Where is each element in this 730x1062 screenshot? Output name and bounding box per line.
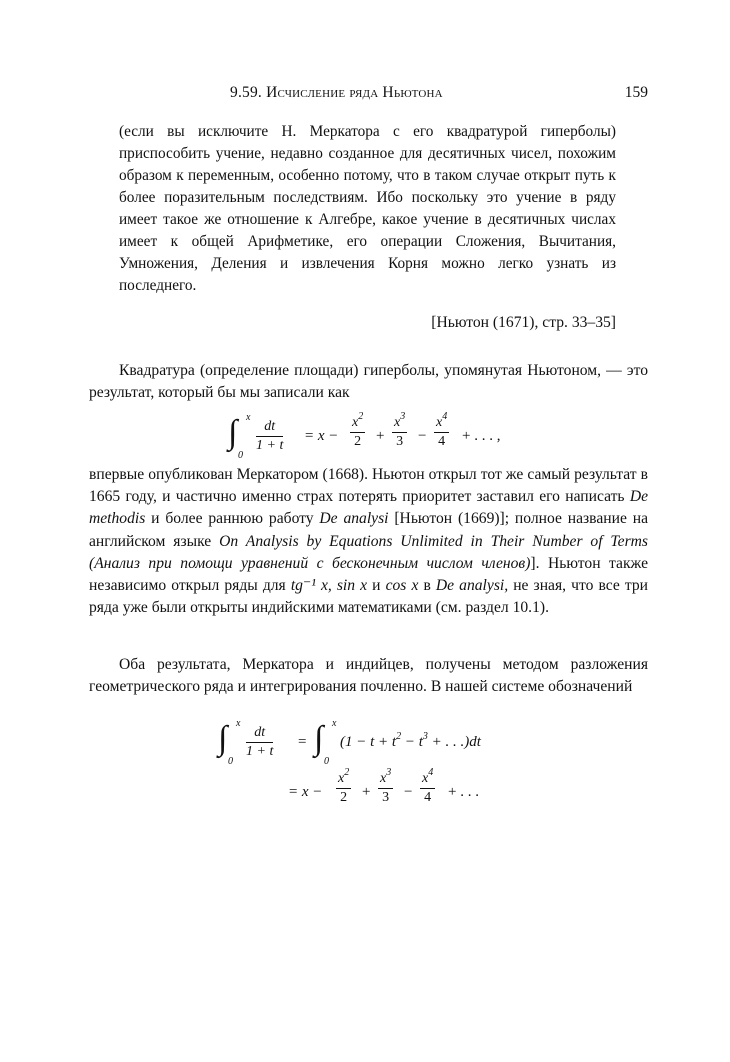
fraction-x2: $\frac{x^2}{2}$ [352,411,364,449]
fraction-x4: $\frac{x^4}{4}$ [436,411,448,449]
page-number: 159 [624,84,648,101]
quote-citation: [Ньютон (1671), стр. 33–35] [431,314,616,331]
integral-sign: ∫ [228,414,238,451]
paragraph-quadrature: Квадратура (определение площади) гиперболы, упомянутая Ньютоном, — это результат, который бы мы записали как [89,362,648,402]
fraction-x3: $\frac{x^3}{3}$ [394,411,406,449]
running-header [118,84,648,108]
formula-geometric-integral: ∫ x 0 $\frac{dt}{1 + t}$ = ∫ x 0 ($1 - t + t^2 - t^3$ + . . .)dt [218,718,481,767]
block-quote: (если вы исключите Н. Меркатора с его квадратурой гиперболы) приспособить учение, недавно созданное для десятичных чисел, похожим образом к переменным, особенно потому, что в таком случае открыт путь к более поразительным последствиям. Ибо поскольку это учение в ряду имеет такое же отношение к Алгебре, какое учение в десятичных числах имеет к общей Арифметике, его операции Сложения, Вычитания, Умножения, Деления и извлечения Корня можно легко узнать из последнего. [119,123,616,294]
fraction-x4: $\frac{x^4}{4}$ [422,767,434,805]
fraction-x2: $\frac{x^2}{2}$ [338,767,350,805]
formula-series-result: = x − $\frac{x^2}{2}$ + $\frac{x^3}{3}$ − $\frac{x^4}{4}$ + . . . [288,767,479,805]
upper-limit: x [246,412,251,423]
section-title: 9.59. Исчисление ряда Ньютона [230,84,443,101]
integrand: ($1 - t + t^2 - t^3$ + . . .)dt [340,731,481,750]
paragraph-newton-history: впервые опубликован Меркатором (1668). Ньютон открыл тот же самый результат в 1665 году, и частично именно страх потерять приоритет заставил его написать De methodis и более раннюю работу De analysi [Ньютон (1669)]; полное название на английском языке On Analysis by Equations Unlimited in Their Number of Terms (Анализ при помощи уравнений с бесконечным числом членов)]. Ньютон также независимо открыл ряды для tg⁻¹ x, sin x и cos x в De analysi, не зная, что все три ряда уже были открыты индийскими математиками (см. раздел 10.1). [89,466,649,617]
fraction-dt: $\frac{dt}{1 + t}$ [246,725,274,759]
integral-sign-2: ∫ [314,720,324,757]
fraction-x3: $\frac{x^3}{3}$ [380,767,392,805]
fraction-dt: $\frac{dt}{1 + t}$ [256,419,284,453]
paragraph-methods: Оба результата, Меркатора и индийцев, получены методом разложения геометрического ряда и интегрирования почленно. В нашей системе обозначений [89,656,648,696]
formula-mercator-series: ∫ x 0 $\frac{dt}{1 + t}$ = x − $\frac{x^2}{2}$ + $\frac{x^3}{3}$ − $\frac{x^4}{4}$ + . . . , [228,411,501,461]
integral-sign: ∫ [218,720,228,757]
lower-limit: 0 [238,450,243,461]
